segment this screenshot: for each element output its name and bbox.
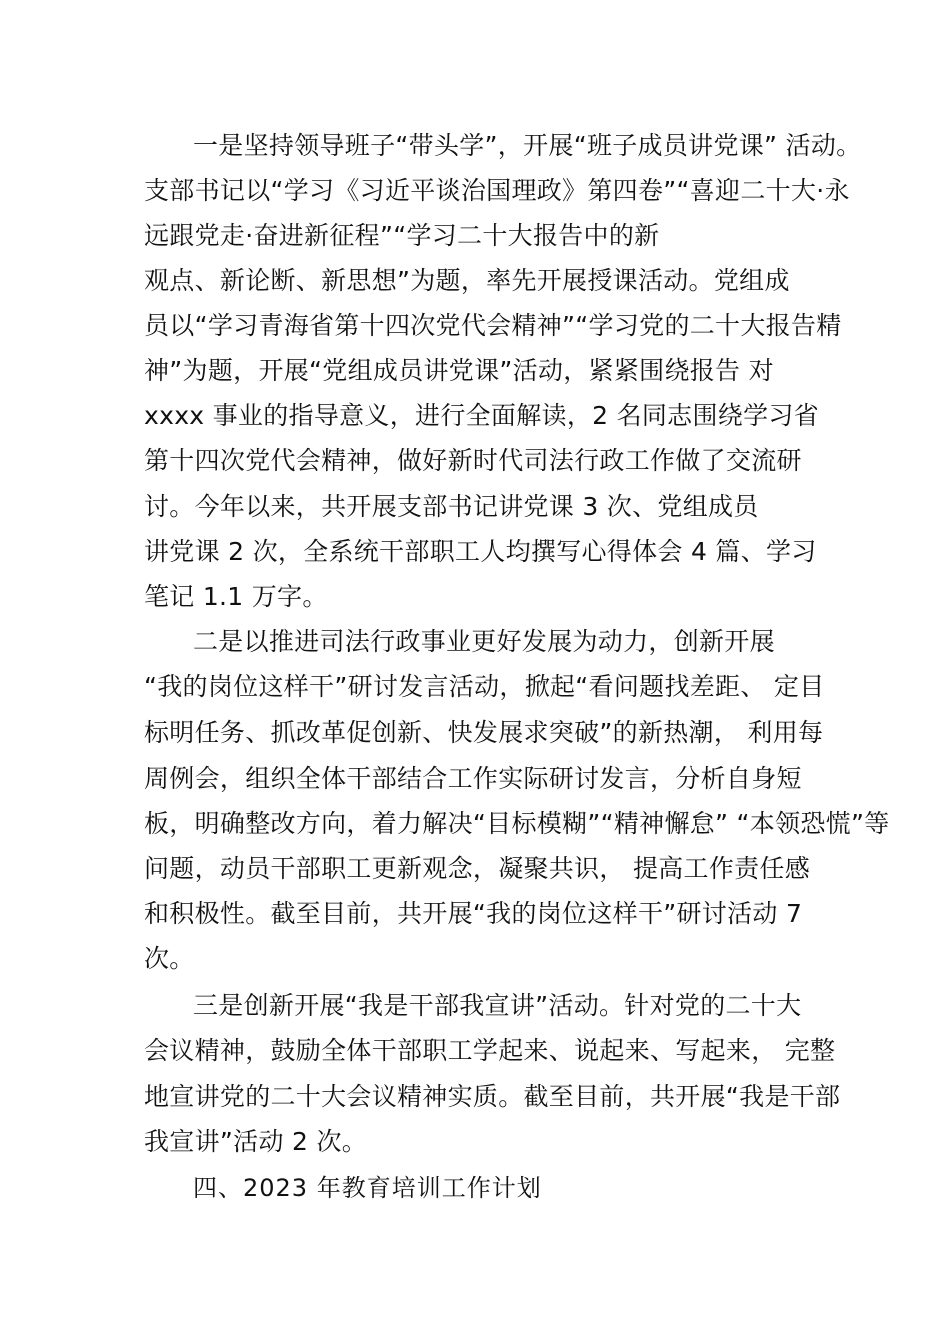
- paragraph-2-line-4: 周例会，组织全体干部结合工作实际研讨发言，分析自身短: [144, 764, 802, 793]
- paragraph-2-line-7: 和积极性。截至目前，共开展“我的岗位这样干”研讨活动 7: [144, 899, 803, 928]
- paragraph-2-line-6: 问题，动员干部职工更新观念，凝聚共识， 提高工作责任感: [144, 854, 811, 883]
- paragraph-3-line-2: 会议精神，鼓励全体干部职工学起来、说起来、写起来， 完整: [144, 1036, 836, 1065]
- paragraph-1-line-8: 第十四次党代会精神，做好新时代司法行政工作做了交流研: [144, 446, 802, 475]
- paragraph-1-line-9: 讨。今年以来，共开展支部书记讲党课 3 次、党组成员: [144, 492, 759, 521]
- paragraph-1-line-10: 讲党课 2 次，全系统干部职工人均撰写心得体会 4 篇、学习: [144, 537, 817, 566]
- paragraph-1-line-6: 神”为题，开展“党组成员讲党课”活动，紧紧围绕报告 对: [144, 356, 774, 385]
- paragraph-2-line-2: “我的岗位这样干”研讨发言活动，掀起“看问题找差距、 定目: [144, 672, 825, 701]
- paragraph-3-line-3: 地宣讲党的二十大会议精神实质。截至目前，共开展“我是干部: [144, 1082, 841, 1111]
- paragraph-1-line-1: 一是坚持领导班子“带头学”，开展“班子成员讲党课” 活动。: [193, 131, 862, 160]
- section-heading: 四、2023 年教育培训工作计划: [193, 1174, 542, 1202]
- paragraph-2-line-3: 标明任务、抓改革促创新、快发展求突破”的新热潮， 利用每: [144, 718, 824, 747]
- paragraph-1-line-7: xxxx 事业的指导意义，进行全面解读，2 名同志围绕学习省: [144, 401, 819, 430]
- paragraph-1-line-3: 远跟党走·奋进新征程”“学习二十大报告中的新: [144, 221, 660, 250]
- paragraph-1-line-4: 观点、新论断、新思想”为题，率先开展授课活动。党组成: [144, 266, 790, 295]
- paragraph-1-line-5: 员以“学习青海省第十四次党代会精神”“学习党的二十大报告精: [144, 311, 842, 340]
- paragraph-1-line-2: 支部书记以“学习《习近平谈治国理政》第四卷”“喜迎二十大·永: [144, 176, 850, 205]
- paragraph-2-line-5: 板，明确整改方向，着力解决“目标模糊”“精神懈怠” “本领恐慌”等: [144, 809, 890, 838]
- paragraph-1-line-11: 笔记 1.1 万字。: [144, 582, 328, 611]
- paragraph-2-line-8: 次。: [144, 944, 195, 973]
- paragraph-2-line-1: 二是以推进司法行政事业更好发展为动力，创新开展: [193, 627, 775, 656]
- paragraph-3-line-4: 我宣讲”活动 2 次。: [144, 1127, 368, 1156]
- paragraph-3-line-1: 三是创新开展“我是干部我宣讲”活动。针对党的二十大: [193, 991, 802, 1020]
